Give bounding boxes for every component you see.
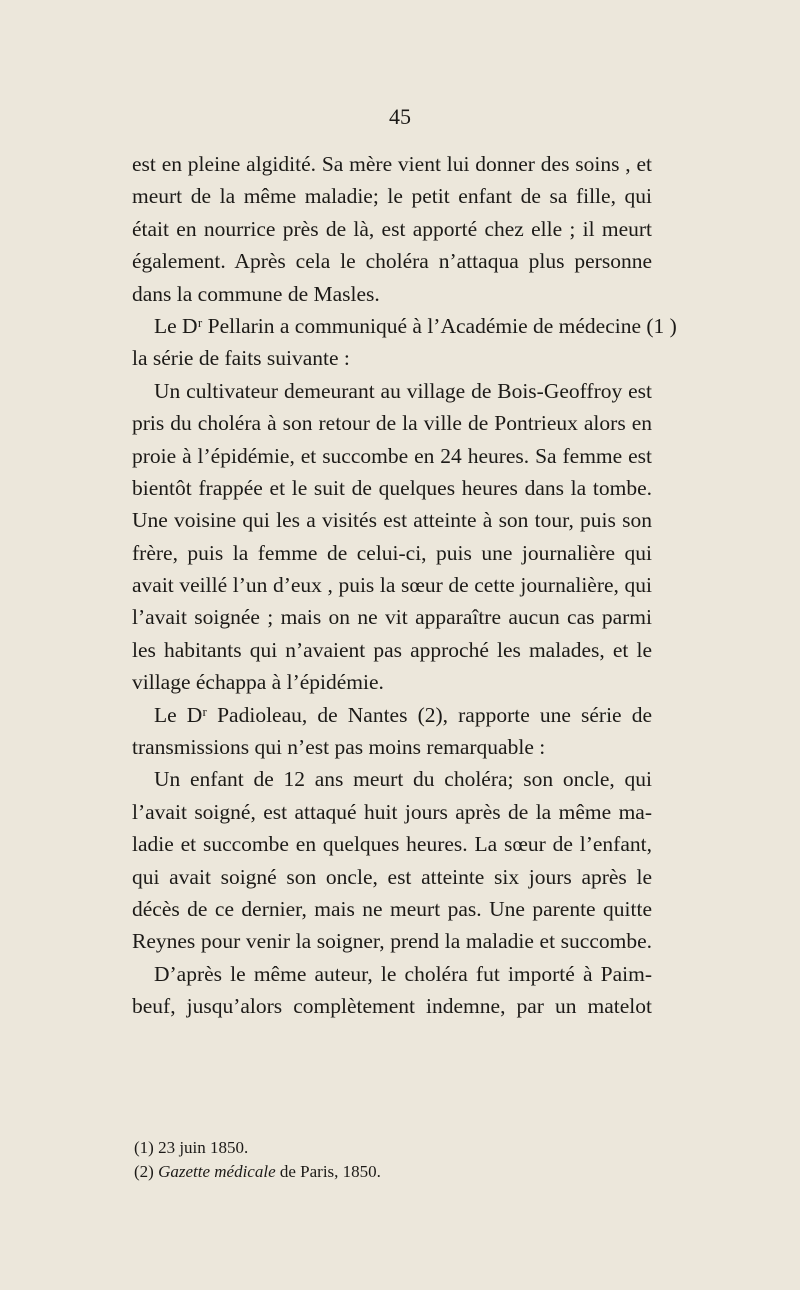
footnote-journal-title: Gazette médicale — [158, 1162, 276, 1181]
text-line: D’après le même auteur, le choléra fut importé à Paim- — [154, 961, 652, 986]
text-line: l’avait soignée ; mais on ne vit apparaître aucun cas parmi — [132, 605, 652, 630]
page-number: 45 — [389, 104, 411, 129]
text-line: dans la commune de Masles. — [132, 281, 380, 306]
footnotes — [134, 1136, 654, 1184]
text-line: frère, puis la femme de celui-ci, puis une journalière qui — [132, 540, 652, 565]
text-line: était en nourrice près de là, est apporté chez elle ; il meurt — [132, 216, 652, 241]
text-line: ladie et succombe en quelques heures. La sœur de l’enfant, — [132, 832, 652, 857]
text-line: Le Dʳ Padioleau, de Nantes (2), rapporte une série de — [154, 702, 652, 727]
text-line: Une voisine qui les a visités est atteinte à son tour, puis son — [132, 508, 652, 533]
text-line: meurt de la même maladie; le petit enfant de sa fille, qui — [132, 184, 652, 209]
footnote-1 — [134, 1136, 654, 1160]
footnote-text: de Paris, 1850. — [279, 1162, 381, 1181]
text-line: bientôt frappée et le suit de quelques heures dans la tombe. — [132, 475, 652, 500]
footnote-marker: (1) — [134, 1138, 154, 1157]
text-line: avait veillé l’un d’eux , puis la sœur de cette journalière, qui — [132, 573, 652, 598]
text-line: village échappa à l’épidémie. — [132, 670, 384, 695]
text-line: les habitants qui n’avaient pas approché les malades, et le — [132, 637, 652, 662]
footnote-2 — [134, 1160, 654, 1184]
body-text — [132, 148, 677, 1023]
text-line: qui avait soigné son oncle, est atteinte six jours après le — [132, 864, 652, 889]
text-line: pris du choléra à son retour de la ville de Pontrieux alors en — [132, 411, 652, 436]
text-line: la série de faits suivante : — [132, 346, 350, 371]
text-line: proie à l’épidémie, et succombe en 24 heures. Sa femme est — [132, 443, 652, 468]
footnote-text: 23 juin 1850. — [158, 1138, 249, 1157]
text-line: l’avait soigné, est attaqué huit jours après de la même ma- — [132, 799, 652, 824]
text-line: décès de ce dernier, mais ne meurt pas. Une parente quitte — [132, 896, 652, 921]
text-line: Le Dʳ Pellarin a communiqué à l’Académie de médecine (1 ) — [154, 313, 677, 338]
text-line: transmissions qui n’est pas moins remarquable : — [132, 735, 546, 760]
text-line: également. Après cela le choléra n’attaqua plus personne — [132, 249, 652, 274]
text-line: Un cultivateur demeurant au village de Bois-Geoffroy est — [154, 378, 652, 403]
text-line: Reynes pour venir la soigner, prend la maladie et succombe. — [132, 929, 652, 954]
footnote-marker: (2) — [134, 1162, 154, 1181]
text-line: Un enfant de 12 ans meurt du choléra; son oncle, qui — [154, 767, 652, 792]
text-line: beuf, jusqu’alors complètement indemne, par un matelot — [132, 994, 652, 1019]
text-line: est en pleine algidité. Sa mère vient lui donner des soins , et — [132, 152, 652, 176]
